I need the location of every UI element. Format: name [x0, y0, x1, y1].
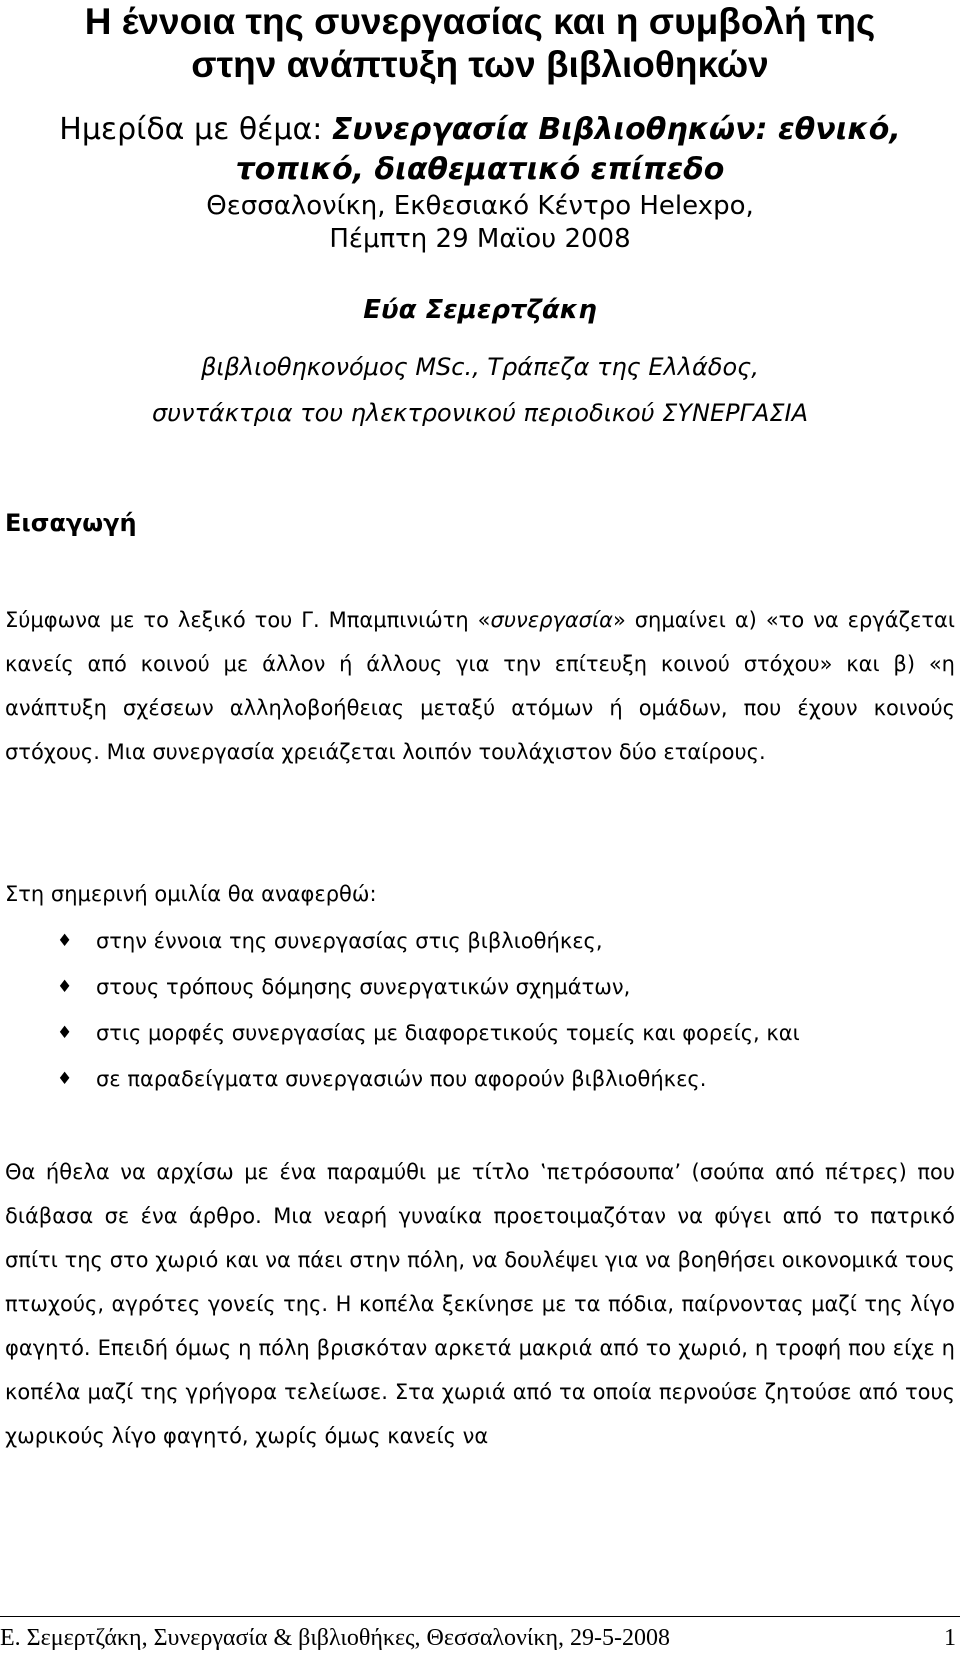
- title-line-1: Η έννοια της συνεργασίας και η συμβολή της: [84, 1, 876, 42]
- page-number: 1: [944, 1625, 956, 1651]
- list-item-text: στους τρόπους δόμησης συνεργατικών σχημάτων,: [96, 975, 631, 999]
- paragraph-definition: [5, 598, 955, 774]
- event-info: [0, 110, 960, 190]
- diamond-bullet-icon: ♦: [57, 931, 73, 951]
- outline-list: [0, 918, 960, 1102]
- event-line-1: [0, 110, 960, 150]
- event-date: Πέμπτη 29 Μαϊου 2008: [329, 224, 631, 254]
- event-place-date: [0, 190, 960, 256]
- list-item: [0, 964, 960, 1010]
- para1-text-b: » σημαίνει α) «το να εργάζεται κανείς από κοινού με άλλον ή άλλους για την επίτευξη κοινού στόχου» και β) «η ανάπτυξη σχέσεων αλληλοβοήθειας μεταξύ ατόμων ή ομάδων, που έχουν κοινούς στόχους. Μια συνεργασία χρειάζεται λοιπόν τουλάχιστον δύο εταίρους.: [5, 608, 955, 764]
- page-footer: [0, 1620, 960, 1656]
- author-name: Εύα Σεμερτζάκη: [363, 295, 597, 325]
- event-prefix: Ημερίδα με θέμα:: [59, 112, 332, 147]
- list-item-text: στην έννοια της συνεργασίας στις βιβλιοθήκες,: [96, 929, 603, 953]
- author-editor-role: συντάκτρια του ηλεκτρονικού περιοδικού ΣΥΝΕΡΓΑΣΙΑ: [151, 399, 809, 427]
- list-item-text: στις μορφές συνεργασίας με διαφορετικούς τομείς και φορείς, και: [96, 1021, 800, 1045]
- para1-text-a: Σύμφωνα με το λεξικό του Γ. Μπαμπινιώτη «: [5, 608, 491, 632]
- event-theme-part-2: τοπικό, διαθεματικό επίπεδο: [235, 152, 725, 187]
- list-item-text: σε παραδείγματα συνεργασιών που αφορούν βιβλιοθήκες.: [96, 1067, 707, 1091]
- diamond-bullet-icon: ♦: [57, 1023, 73, 1043]
- title-line-2: στην ανάπτυξη των βιβλιοθηκών: [191, 44, 769, 85]
- document-title: [0, 0, 960, 86]
- list-item: [0, 918, 960, 964]
- paragraph-outline-intro: Στη σημερινή ομιλία θα αναφερθώ:: [5, 882, 377, 906]
- author-affiliation: [0, 344, 960, 436]
- author-role: βιβλιοθηκονόμος MSc., Τράπεζα της Ελλάδος,: [201, 353, 759, 381]
- list-item: [0, 1056, 960, 1102]
- diamond-bullet-icon: ♦: [57, 977, 73, 997]
- event-theme-part-1: Συνεργασία Βιβλιοθηκών: εθνικό,: [331, 112, 901, 147]
- diamond-bullet-icon: ♦: [57, 1069, 73, 1089]
- para1-italic-term: συνεργασία: [490, 608, 613, 632]
- list-item: [0, 1010, 960, 1056]
- event-place: Θεσσαλονίκη, Εκθεσιακό Κέντρο Helexpo,: [206, 191, 754, 221]
- paragraph-story: Θα ήθελα να αρχίσω με ένα παραμύθι με τίτλο ‛πετρόσουπα’ (σούπα από πέτρες) που διάβασα σε ένα άρθρο. Μια νεαρή γυναίκα προετοιμαζόταν να φύγει από το πατρικό σπίτι της στο χωριό και να πάει στην πόλη, να δουλέψει για να βοηθήσει οικονομικά τους πτωχούς, αγρότες γονείς της. Η κοπέλα ξεκίνησε με τα πόδια, παίρνοντας μαζί της λίγο φαγητό. Επειδή όμως η πόλη βρισκόταν αρκετά μακριά από το χωριό, η τροφή που είχε η κοπέλα μαζί της γρήγορα τελείωσε. Στα χωριά από τα οποία περνούσε ζητούσε από τους χωρικούς λίγο φαγητό, χωρίς όμως κανείς να: [5, 1160, 955, 1448]
- footer-divider: [0, 1616, 960, 1617]
- footer-citation: Ε. Σεμερτζάκη, Συνεργασία & βιβλιοθήκες, Θεσσαλονίκη, 29-5-2008: [0, 1625, 670, 1651]
- section-heading: Εισαγωγή: [5, 509, 137, 537]
